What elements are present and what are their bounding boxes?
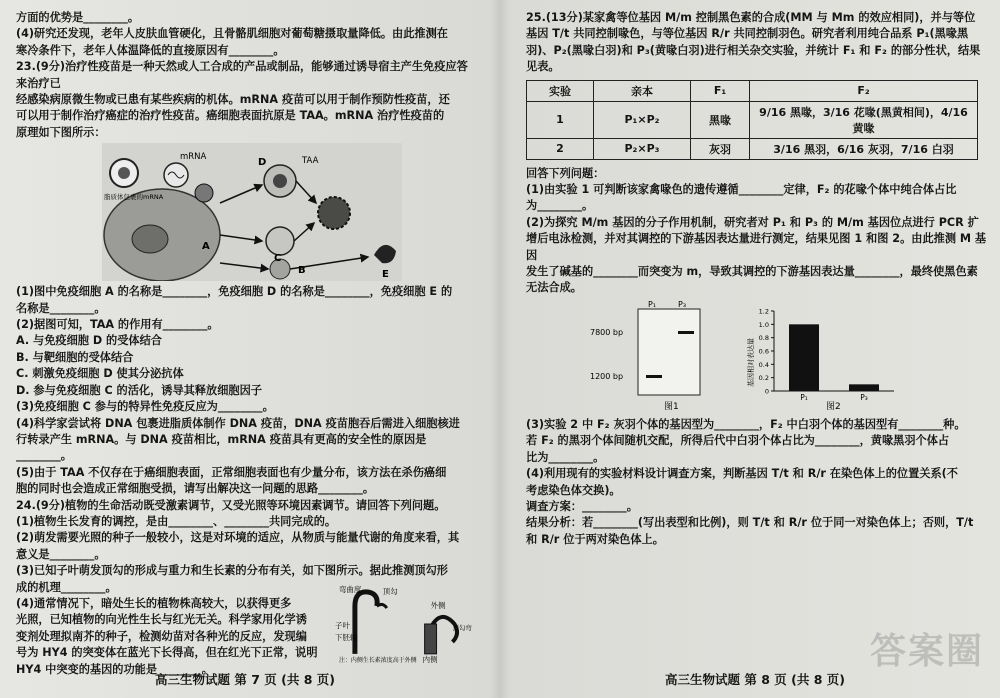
text-line: 行转录产生 mRNA。与 DNA 疫苗相比，mRNA 疫苗具有更高的安全性的原因是________。 <box>16 432 427 463</box>
text-line: (4)科学家尝试将 DNA 包裹进脂质体制作 DNA 疫苗，DNA 疫苗胞吞后需进入细胞核进 <box>16 416 460 430</box>
text-line: 25.(13分)某家禽等位基因 M/m 控制黑色素的合成(MM 与 Mm 的效应相同)，并与等位 <box>526 11 976 24</box>
y-tick-label: 0.4 <box>758 360 769 369</box>
hook-label-hypocotyl: 下胚轴 <box>334 632 357 642</box>
text-line: (4)利用现有的实验材料设计调查方案，判断基因 T/t 和 R/r 在染色体上的位置关系(不 <box>526 467 958 481</box>
footer-page-7: 高三生物试题 第 7 页 (共 8 页) <box>155 672 335 687</box>
cancer-cell-shape <box>318 197 350 229</box>
text-line: 名称是________。 <box>16 301 106 315</box>
label-d: D <box>258 157 267 169</box>
text-line: 见表。 <box>526 60 560 74</box>
text-line: 胞的同时也会造成正常细胞受损，请写出解决这一问题的思路________。 <box>16 482 375 496</box>
left-question-text <box>16 284 476 596</box>
table-cell: 黑喙 <box>691 101 750 138</box>
text-line: 原理如下图所示： <box>16 125 106 139</box>
text-line: 23.(9分)治疗性疫苗是一种天然或人工合成的产品或制品，能够通过诱导宿主产生免疫应答来治疗已 <box>16 60 468 90</box>
label-mrna: mRNA <box>180 152 207 163</box>
y-tick-label: 0 <box>764 387 769 396</box>
watermark-logo: 答案圈 <box>869 631 984 672</box>
hook-label-bend: 顶勾弯 <box>452 623 472 632</box>
hook-label-outer: 外侧 <box>430 601 446 611</box>
mrna-vaccine-figure <box>102 143 402 281</box>
text-line: A. 与免疫细胞 D 的受体结合 <box>16 334 162 348</box>
text-line: 光照，已知植物的向光性生长与红光无关。科学家用化学诱 <box>16 613 307 627</box>
chart-caption: 图2 <box>826 401 841 412</box>
table-header-cell: 实验 <box>527 80 594 101</box>
text-line: 若 F₂ 的黑羽个体间随机交配，所得后代中白羽个体占比为________，黄喙黑羽个体占 <box>526 434 950 448</box>
text-line: 号为 HY4 的突变体在蓝光下长得高，但在红光下正常，说明 <box>16 646 318 660</box>
text-line: (1)由实验 1 可判断该家禽喙色的遗传遵循________定律，F₂ 的花喙个体中纯合体占比 <box>526 183 957 197</box>
gel-caption: 图1 <box>664 401 679 412</box>
text-line: (3)免疫细胞 C 参与的特异性免疫反应为________。 <box>16 400 274 414</box>
table-cell: 灰羽 <box>691 138 750 159</box>
text-line: (2)萌发需要光照的种子一般较小，这是对环境的适应，从物质与能量代谢的角度来看，其 <box>16 531 460 545</box>
text-line: (1)植物生长发育的调控，是由________、________共同完成的。 <box>16 514 337 528</box>
text-line: 成的机理________。 <box>16 580 117 594</box>
footer-page-8: 高三生物试题 第 8 页 (共 8 页) <box>665 672 845 687</box>
text-line: HY4 中突变的基因的功能是________。 <box>16 662 213 676</box>
text-line: 24.(9分)植物的生命活动既受激素调节，又受光照等环境因素调节。请回答下列问题。 <box>16 498 446 512</box>
text-line: (4)通常情况下，暗处生长的植物株高较大，以获得更多 <box>16 596 292 610</box>
label-b: B <box>298 265 306 277</box>
table-row <box>527 101 978 138</box>
text-line: 寒冷条件下，老年人体温降低的直接原因有________。 <box>16 43 285 57</box>
gel-band-p3-7800 <box>678 331 694 334</box>
figures-row <box>526 301 990 413</box>
text-line: D. 参与免疫细胞 C 的活化，诱导其释放细胞因子 <box>16 383 262 397</box>
text-line: 无法合成。 <box>526 281 582 295</box>
text-line: 可以用于制作治疗癌症的治疗性疫苗。癌细胞表面抗原是 TAA。mRNA 治疗性疫苗的 <box>16 109 445 123</box>
text-line: (1)图中免疫细胞 A 的名称是________，免疫细胞 D 的名称是________，免疫细胞 E 的 <box>16 285 453 299</box>
bar-0 <box>789 324 819 391</box>
gel-band-label-low: 1200 bp <box>590 371 624 381</box>
q25-questions-text <box>526 166 990 297</box>
label-c: C <box>274 253 282 265</box>
table-cell: P₂×P₃ <box>594 138 691 159</box>
gel-band-label-high: 7800 bp <box>590 327 624 337</box>
gel-band-p1-1200 <box>646 375 662 378</box>
text-line: (2)为探究 M/m 基因的分子作用机制，研究者对 P₁ 和 P₃ 的 M/m 基因位点进行 PCR 扩 <box>526 215 979 229</box>
text-line: 羽)、P₂(黑喙白羽)和 P₃(黄喙白羽)进行相关杂交实验，并统计 F₁ 和 F₂ 的部分性状，结果 <box>526 43 981 57</box>
q25-3-4-text <box>526 417 990 548</box>
text-line: B. 与靶细胞的受体结合 <box>16 350 134 364</box>
expression-bar-chart <box>744 301 904 413</box>
apical-hook-figure <box>335 584 476 664</box>
text-line: 和 R/r 位于两对染色体上。 <box>526 532 664 546</box>
ribosome-shape <box>195 184 213 202</box>
page-7 <box>0 0 490 698</box>
label-e: E <box>382 269 389 281</box>
table-header-cell: 亲本 <box>594 80 691 101</box>
text-line: 结果分析：若________(写出表型和比例)，则 T/t 和 R/r 位于同一对染色体上；否则，T/t <box>526 516 974 530</box>
label-a: A <box>202 241 210 253</box>
q24-4-text <box>16 596 333 678</box>
page-8 <box>510 0 1000 698</box>
text-line: (2)据图可知，TAA 的作用有________。 <box>16 318 219 332</box>
table-header-cell: F₁ <box>691 80 750 101</box>
table-cell: 9/16 黑喙，3/16 花喙(黑黄相间)，4/16 黄喙 <box>750 101 978 138</box>
text-line: (5)由于 TAA 不仅存在于癌细胞表面，正常细胞表面也有少量分布，该方法在杀伤癌细 <box>16 465 447 479</box>
hook-note: 注：内侧生长素浓度高于外侧 <box>338 656 417 664</box>
table-row <box>527 138 978 159</box>
text-line: 考虑染色体交换)。 <box>526 483 621 497</box>
hook-label-curve: 弯曲度 <box>338 585 361 595</box>
y-tick-label: 1.0 <box>758 320 769 329</box>
left-top-text <box>16 10 476 141</box>
table-cell: P₁×P₂ <box>594 101 691 138</box>
text-line: 变剂处理拟南芥的种子，检测幼苗对各种光的反应，发现编 <box>16 629 307 643</box>
text-line: (4)研究还发现，老年人皮肤血管硬化，且骨骼肌细胞对葡萄糖摄取量降低。由此推测在 <box>16 27 448 41</box>
results-table <box>526 80 978 160</box>
text-line: 增后电泳检测，并对其调控的下游基因表达量进行测定，结果见图 1 和图 2。由此推测 M 基因 <box>526 232 987 262</box>
text-line: 为________。 <box>526 199 594 213</box>
chart-ylabel: 基因相对表达量 <box>747 337 755 387</box>
nucleus-shape <box>132 225 168 253</box>
gel-lane-p1: P₁ <box>648 300 657 309</box>
y-tick-label: 0.2 <box>758 374 769 383</box>
x-category-label: P₃ <box>860 392 868 402</box>
text-line: 调查方案：________。 <box>526 499 638 513</box>
table-header-cell: F₂ <box>750 80 978 101</box>
text-line: 比为________。 <box>526 450 605 464</box>
hook-label-inner: 内侧 <box>422 654 438 664</box>
label-lipid: 脂质体包裹的mRNA <box>104 193 164 202</box>
text-line: 意义是________。 <box>16 547 106 561</box>
text-line: (3)实验 2 中 F₂ 灰羽个体的基因型为________，F₂ 中白羽个体的基因型有________种。 <box>526 417 966 431</box>
bar-1 <box>849 384 879 391</box>
text-line: C. 刺激免疫细胞 D 使其分泌抗体 <box>16 367 184 381</box>
y-tick-label: 1.2 <box>758 307 769 316</box>
table-cell: 1 <box>527 101 594 138</box>
text-line: 回答下列问题： <box>526 166 605 180</box>
q25-intro-text <box>526 10 990 76</box>
x-category-label: P₁ <box>800 392 808 402</box>
text-line: 基因 T/t 共同控制喙色，与等位基因 R/r 共同控制羽色。研究者利用纯合品系 P₁(黑喙黑 <box>526 27 969 41</box>
label-taa: TAA <box>302 156 319 167</box>
text-line: 发生了碱基的________而突变为 m，导致其调控的下游基因表达量________，最终使黑色素 <box>526 265 978 279</box>
text-line: 方面的优势是________。 <box>16 11 140 24</box>
table-cell: 3/16 黑羽，6/16 灰羽，7/16 白羽 <box>750 138 978 159</box>
y-tick-label: 0.6 <box>758 347 769 356</box>
table-cell: 2 <box>527 138 594 159</box>
gel-lane-p3: P₃ <box>678 300 687 309</box>
hook-label-hook: 顶勾 <box>382 587 398 597</box>
hook-label-cotyledon: 子叶 <box>334 620 350 630</box>
table-header-row <box>527 80 978 101</box>
cell-c-shape <box>266 227 294 255</box>
gel-figure <box>586 301 736 413</box>
text-line: 经感染病原微生物或已患有某些疾病的机体。mRNA 疫苗可以用于制作预防性疫苗，还 <box>16 93 450 107</box>
y-tick-label: 0.8 <box>758 334 769 343</box>
text-line: (3)已知子叶萌发顶勾的形成与重力和生长素的分布有关，如下图所示。据此推测顶勾形 <box>16 564 448 578</box>
